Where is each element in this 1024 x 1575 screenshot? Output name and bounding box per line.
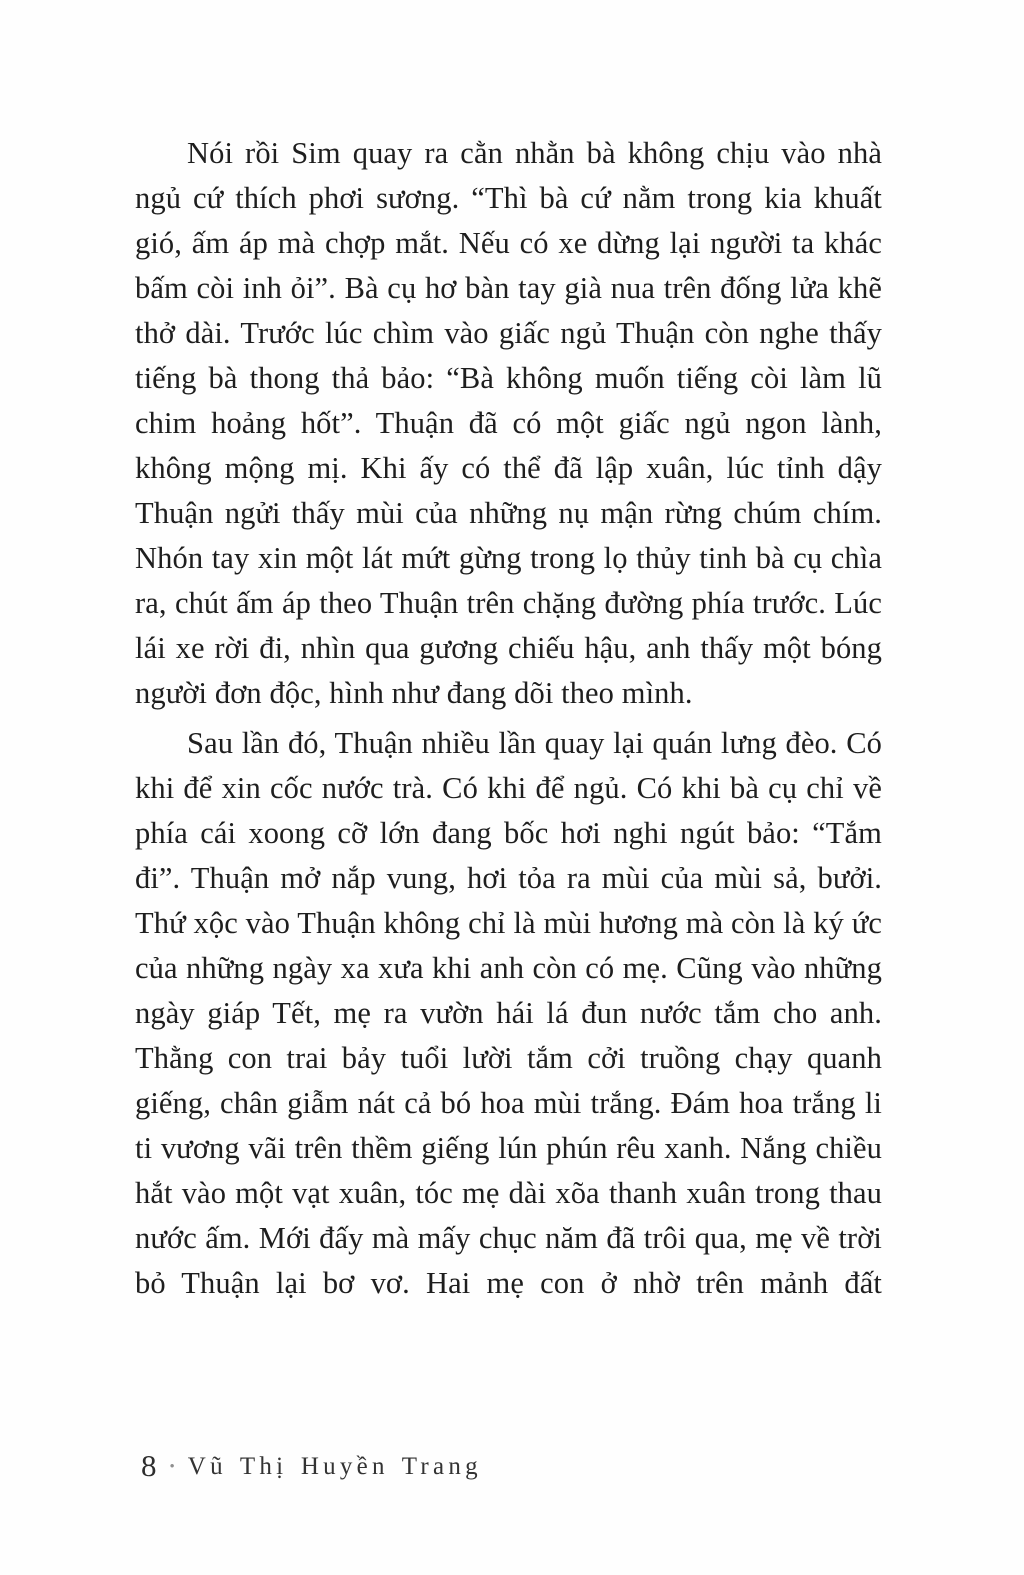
page-text-block (135, 131, 882, 1306)
page-number: 8 (141, 1448, 157, 1483)
page-footer (141, 1450, 482, 1481)
footer-separator-dot: • (169, 1459, 175, 1475)
paragraph: Sau lần đó, Thuận nhiều lần quay lại quán lưng đèo. Có khi để xin cốc nước trà. Có khi để ngủ. Có khi bà cụ chỉ về phía cái xoong cỡ lớn đang bốc hơi nghi ngút bảo: “Tắm đi”. Thuận mở nắp vung, hơi tỏa ra mùi của mùi sả, bưởi. Thứ xộc vào Thuận không chỉ là mùi hương mà còn là ký ức của những ngày xa xưa khi anh còn có mẹ. Cũng vào những ngày giáp Tết, mẹ ra vườn hái lá đun nước tắm cho anh. Thằng con trai bảy tuổi lười tắm cởi truồng chạy quanh giếng, chân giẫm nát cả bó hoa mùi trắng. Đám hoa trắng li ti vương vãi trên thềm giếng lún phún rêu xanh. Nắng chiều hắt vào một vạt xuân, tóc mẹ dài xõa thanh xuân trong thau nước ấm. Mới đấy mà mấy chục năm đã trôi qua, mẹ về trời bỏ Thuận lại bơ vơ. Hai mẹ con ở nhờ trên mảnh đất (135, 726, 882, 1300)
author-name: Vũ Thị Huyền Trang (187, 1453, 482, 1480)
paragraph: Nói rồi Sim quay ra cằn nhằn bà không chịu vào nhà ngủ cứ thích phơi sương. “Thì bà cứ nằm trong kia khuất gió, ấm áp mà chợp mắt. Nếu có xe dừng lại người ta khác bấm còi inh ỏi”. Bà cụ hơ bàn tay già nua trên đống lửa khẽ thở dài. Trước lúc chìm vào giấc ngủ Thuận còn nghe thấy tiếng bà thong thả bảo: “Bà không muốn tiếng còi làm lũ chim hoảng hốt”. Thuận đã có một giấc ngủ ngon lành, không mộng mị. Khi ấy có thể đã lập xuân, lúc tỉnh dậy Thuận ngửi thấy mùi của những nụ mận rừng chúm chím. Nhón tay xin một lát mứt gừng trong lọ thủy tinh bà cụ chìa ra, chút ấm áp theo Thuận trên chặng đường phía trước. Lúc lái xe rời đi, nhìn qua gương chiếu hậu, anh thấy một bóng người đơn độc, hình như đang dõi theo mình. (135, 136, 882, 710)
